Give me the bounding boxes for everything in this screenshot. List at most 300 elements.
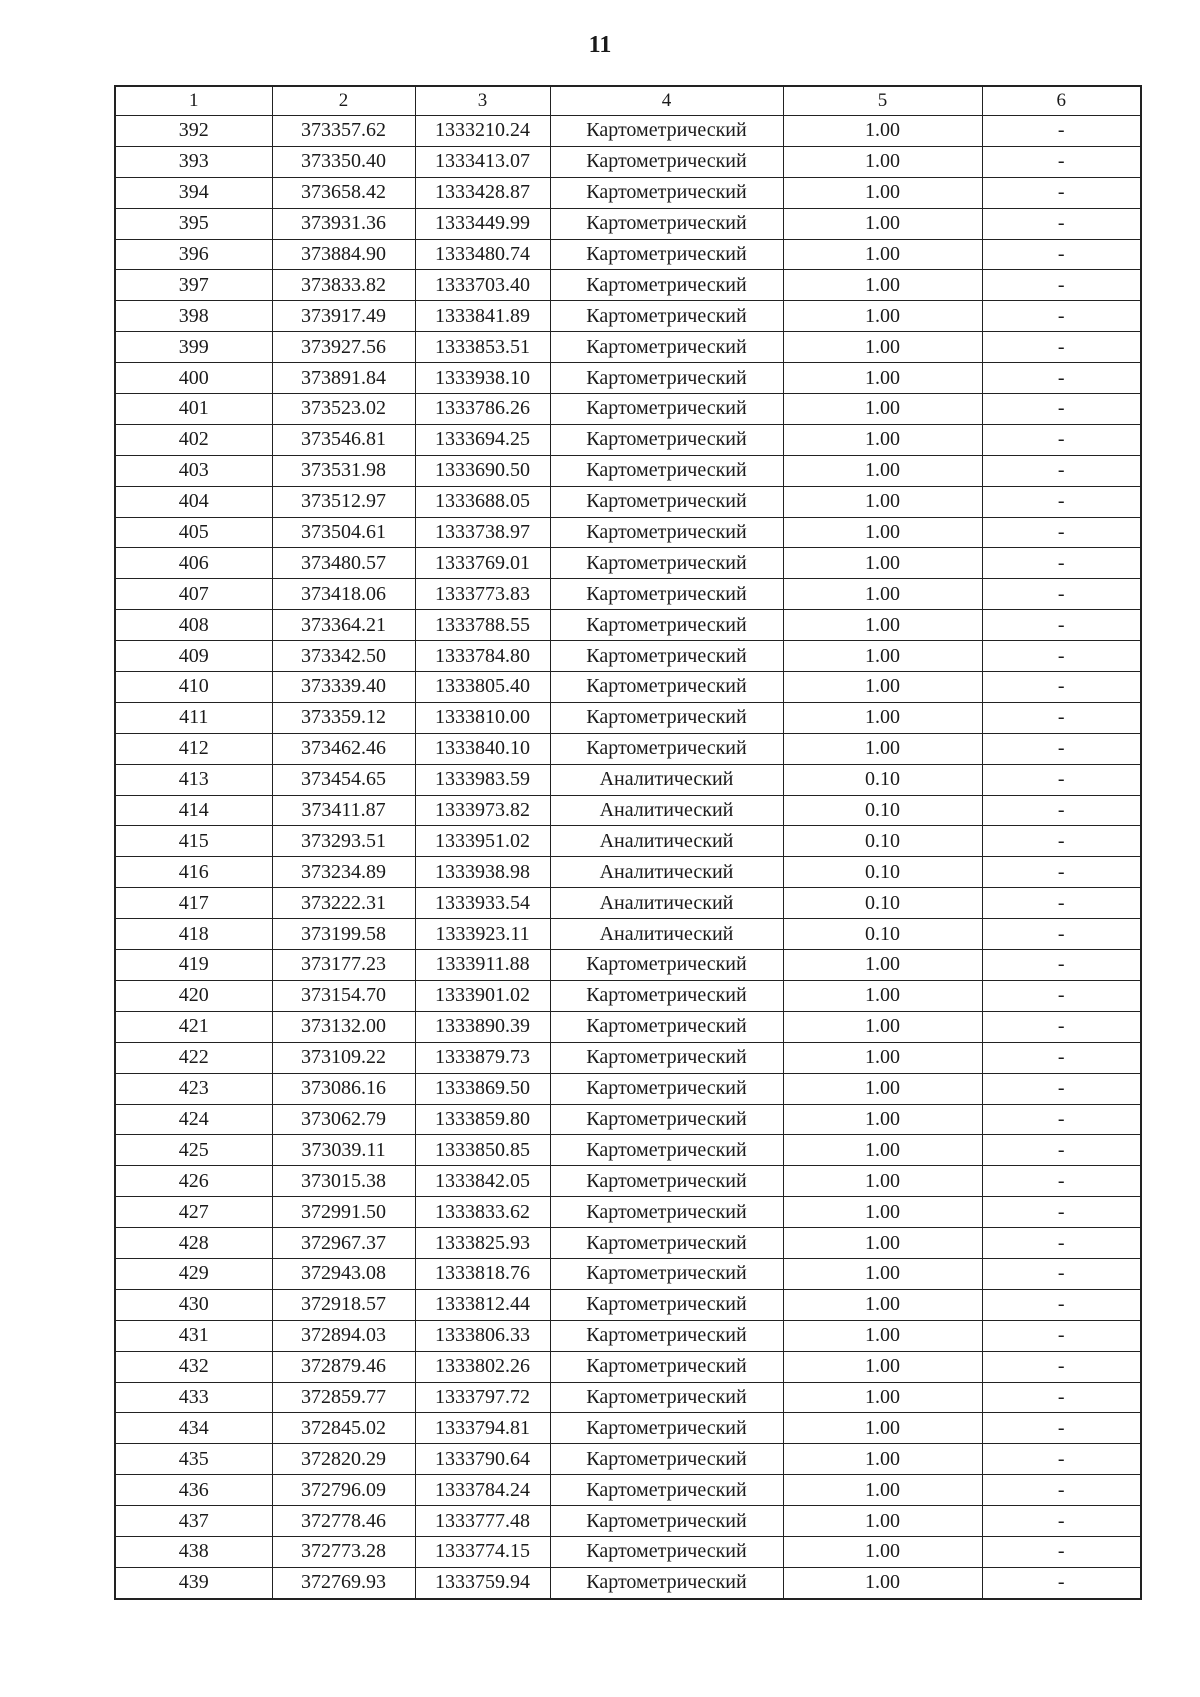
- point-number-cell: 423: [115, 1073, 272, 1104]
- x-coordinate-cell: 373359.12: [272, 702, 415, 733]
- table-row: [115, 363, 1141, 394]
- method-cell: Картометрический: [550, 1166, 783, 1197]
- x-coordinate-cell: 373339.40: [272, 672, 415, 703]
- method-cell: Картометрический: [550, 1475, 783, 1506]
- accuracy-cell: 1.00: [783, 1444, 982, 1475]
- y-coordinate-cell: 1333859.80: [415, 1104, 550, 1135]
- method-cell: Картометрический: [550, 363, 783, 394]
- y-coordinate-cell: 1333794.81: [415, 1413, 550, 1444]
- accuracy-cell: 0.10: [783, 826, 982, 857]
- table-row: [115, 424, 1141, 455]
- x-coordinate-cell: 373931.36: [272, 208, 415, 239]
- table-row: [115, 795, 1141, 826]
- point-number-cell: 416: [115, 857, 272, 888]
- x-coordinate-cell: 372894.03: [272, 1320, 415, 1351]
- point-number-cell: 402: [115, 424, 272, 455]
- method-cell: Картометрический: [550, 424, 783, 455]
- header-cell-2: 2: [272, 86, 415, 116]
- table-row: [115, 1289, 1141, 1320]
- point-number-cell: 430: [115, 1289, 272, 1320]
- accuracy-cell: 1.00: [783, 702, 982, 733]
- y-coordinate-cell: 1333738.97: [415, 517, 550, 548]
- y-coordinate-cell: 1333690.50: [415, 455, 550, 486]
- note-cell: -: [982, 1135, 1141, 1166]
- method-cell: Картометрический: [550, 1042, 783, 1073]
- accuracy-cell: 0.10: [783, 919, 982, 950]
- method-cell: Аналитический: [550, 888, 783, 919]
- table-row: [115, 455, 1141, 486]
- y-coordinate-cell: 1333790.64: [415, 1444, 550, 1475]
- x-coordinate-cell: 373293.51: [272, 826, 415, 857]
- accuracy-cell: 1.00: [783, 517, 982, 548]
- note-cell: -: [982, 424, 1141, 455]
- header-cell-6: 6: [982, 86, 1141, 116]
- accuracy-cell: 1.00: [783, 548, 982, 579]
- y-coordinate-cell: 1333480.74: [415, 239, 550, 270]
- point-number-cell: 436: [115, 1475, 272, 1506]
- accuracy-cell: 1.00: [783, 394, 982, 425]
- table-row: [115, 239, 1141, 270]
- accuracy-cell: 1.00: [783, 146, 982, 177]
- y-coordinate-cell: 1333769.01: [415, 548, 550, 579]
- table-row: [115, 116, 1141, 147]
- method-cell: Картометрический: [550, 1351, 783, 1382]
- accuracy-cell: 1.00: [783, 1135, 982, 1166]
- point-number-cell: 438: [115, 1536, 272, 1567]
- y-coordinate-cell: 1333879.73: [415, 1042, 550, 1073]
- point-number-cell: 428: [115, 1228, 272, 1259]
- header-row: [115, 86, 1141, 116]
- note-cell: -: [982, 363, 1141, 394]
- accuracy-cell: 1.00: [783, 1320, 982, 1351]
- accuracy-cell: 1.00: [783, 1011, 982, 1042]
- note-cell: -: [982, 455, 1141, 486]
- point-number-cell: 397: [115, 270, 272, 301]
- x-coordinate-cell: 373411.87: [272, 795, 415, 826]
- x-coordinate-cell: 373833.82: [272, 270, 415, 301]
- x-coordinate-cell: 373891.84: [272, 363, 415, 394]
- method-cell: Картометрический: [550, 1197, 783, 1228]
- point-number-cell: 396: [115, 239, 272, 270]
- table-row: [115, 1567, 1141, 1598]
- x-coordinate-cell: 372991.50: [272, 1197, 415, 1228]
- header-cell-1: 1: [115, 86, 272, 116]
- point-number-cell: 425: [115, 1135, 272, 1166]
- note-cell: -: [982, 641, 1141, 672]
- accuracy-cell: 1.00: [783, 733, 982, 764]
- x-coordinate-cell: 372769.93: [272, 1567, 415, 1598]
- accuracy-cell: 1.00: [783, 486, 982, 517]
- y-coordinate-cell: 1333841.89: [415, 301, 550, 332]
- y-coordinate-cell: 1333449.99: [415, 208, 550, 239]
- note-cell: -: [982, 394, 1141, 425]
- y-coordinate-cell: 1333911.88: [415, 950, 550, 981]
- accuracy-cell: 1.00: [783, 980, 982, 1011]
- note-cell: -: [982, 270, 1141, 301]
- method-cell: Картометрический: [550, 1011, 783, 1042]
- table-row: [115, 672, 1141, 703]
- table-row: [115, 270, 1141, 301]
- table-row: [115, 610, 1141, 641]
- method-cell: Картометрический: [550, 1382, 783, 1413]
- method-cell: Картометрический: [550, 1536, 783, 1567]
- method-cell: Аналитический: [550, 919, 783, 950]
- accuracy-cell: 1.00: [783, 1289, 982, 1320]
- header-cell-3: 3: [415, 86, 550, 116]
- x-coordinate-cell: 372773.28: [272, 1536, 415, 1567]
- x-coordinate-cell: 373015.38: [272, 1166, 415, 1197]
- table-row: [115, 857, 1141, 888]
- note-cell: -: [982, 857, 1141, 888]
- method-cell: Аналитический: [550, 857, 783, 888]
- accuracy-cell: 1.00: [783, 1228, 982, 1259]
- table-row: [115, 888, 1141, 919]
- point-number-cell: 422: [115, 1042, 272, 1073]
- y-coordinate-cell: 1333951.02: [415, 826, 550, 857]
- y-coordinate-cell: 1333428.87: [415, 177, 550, 208]
- note-cell: -: [982, 1567, 1141, 1598]
- note-cell: -: [982, 919, 1141, 950]
- method-cell: Картометрический: [550, 733, 783, 764]
- note-cell: -: [982, 1073, 1141, 1104]
- x-coordinate-cell: 373504.61: [272, 517, 415, 548]
- table-row: [115, 1197, 1141, 1228]
- note-cell: -: [982, 733, 1141, 764]
- accuracy-cell: 1.00: [783, 641, 982, 672]
- point-number-cell: 431: [115, 1320, 272, 1351]
- method-cell: Аналитический: [550, 795, 783, 826]
- table-row: [115, 1258, 1141, 1289]
- note-cell: -: [982, 1104, 1141, 1135]
- point-number-cell: 392: [115, 116, 272, 147]
- y-coordinate-cell: 1333786.26: [415, 394, 550, 425]
- accuracy-cell: 0.10: [783, 857, 982, 888]
- method-cell: Картометрический: [550, 672, 783, 703]
- accuracy-cell: 1.00: [783, 672, 982, 703]
- point-number-cell: 433: [115, 1382, 272, 1413]
- y-coordinate-cell: 1333842.05: [415, 1166, 550, 1197]
- table-row: [115, 1506, 1141, 1537]
- point-number-cell: 410: [115, 672, 272, 703]
- x-coordinate-cell: 373884.90: [272, 239, 415, 270]
- method-cell: Картометрический: [550, 641, 783, 672]
- y-coordinate-cell: 1333788.55: [415, 610, 550, 641]
- x-coordinate-cell: 373132.00: [272, 1011, 415, 1042]
- method-cell: Картометрический: [550, 980, 783, 1011]
- y-coordinate-cell: 1333983.59: [415, 764, 550, 795]
- x-coordinate-cell: 372879.46: [272, 1351, 415, 1382]
- x-coordinate-cell: 373154.70: [272, 980, 415, 1011]
- table-row: [115, 764, 1141, 795]
- table-row: [115, 517, 1141, 548]
- method-cell: Картометрический: [550, 1289, 783, 1320]
- note-cell: -: [982, 1258, 1141, 1289]
- point-number-cell: 415: [115, 826, 272, 857]
- point-number-cell: 413: [115, 764, 272, 795]
- note-cell: -: [982, 826, 1141, 857]
- method-cell: Картометрический: [550, 1413, 783, 1444]
- x-coordinate-cell: 372820.29: [272, 1444, 415, 1475]
- note-cell: -: [982, 301, 1141, 332]
- accuracy-cell: 1.00: [783, 1073, 982, 1104]
- table-body: [115, 116, 1141, 1599]
- x-coordinate-cell: 373462.46: [272, 733, 415, 764]
- note-cell: -: [982, 517, 1141, 548]
- table-row: [115, 332, 1141, 363]
- accuracy-cell: 1.00: [783, 270, 982, 301]
- point-number-cell: 408: [115, 610, 272, 641]
- y-coordinate-cell: 1333759.94: [415, 1567, 550, 1598]
- y-coordinate-cell: 1333938.98: [415, 857, 550, 888]
- method-cell: Картометрический: [550, 1228, 783, 1259]
- method-cell: Картометрический: [550, 455, 783, 486]
- y-coordinate-cell: 1333938.10: [415, 363, 550, 394]
- x-coordinate-cell: 373512.97: [272, 486, 415, 517]
- point-number-cell: 394: [115, 177, 272, 208]
- x-coordinate-cell: 373177.23: [272, 950, 415, 981]
- point-number-cell: 395: [115, 208, 272, 239]
- table-row: [115, 486, 1141, 517]
- table-row: [115, 733, 1141, 764]
- accuracy-cell: 0.10: [783, 764, 982, 795]
- y-coordinate-cell: 1333812.44: [415, 1289, 550, 1320]
- x-coordinate-cell: 373418.06: [272, 579, 415, 610]
- note-cell: -: [982, 1382, 1141, 1413]
- x-coordinate-cell: 373454.65: [272, 764, 415, 795]
- method-cell: Картометрический: [550, 1258, 783, 1289]
- y-coordinate-cell: 1333933.54: [415, 888, 550, 919]
- y-coordinate-cell: 1333840.10: [415, 733, 550, 764]
- method-cell: Картометрический: [550, 239, 783, 270]
- point-number-cell: 401: [115, 394, 272, 425]
- y-coordinate-cell: 1333810.00: [415, 702, 550, 733]
- table-row: [115, 177, 1141, 208]
- point-number-cell: 437: [115, 1506, 272, 1537]
- table-row: [115, 919, 1141, 950]
- x-coordinate-cell: 373062.79: [272, 1104, 415, 1135]
- x-coordinate-cell: 373234.89: [272, 857, 415, 888]
- method-cell: Картометрический: [550, 1320, 783, 1351]
- table-row: [115, 146, 1141, 177]
- accuracy-cell: 1.00: [783, 332, 982, 363]
- note-cell: -: [982, 980, 1141, 1011]
- note-cell: -: [982, 888, 1141, 919]
- x-coordinate-cell: 373342.50: [272, 641, 415, 672]
- note-cell: -: [982, 764, 1141, 795]
- point-number-cell: 393: [115, 146, 272, 177]
- method-cell: Картометрический: [550, 486, 783, 517]
- note-cell: -: [982, 579, 1141, 610]
- accuracy-cell: 1.00: [783, 239, 982, 270]
- y-coordinate-cell: 1333901.02: [415, 980, 550, 1011]
- x-coordinate-cell: 373357.62: [272, 116, 415, 147]
- x-coordinate-cell: 372845.02: [272, 1413, 415, 1444]
- method-cell: Картометрический: [550, 301, 783, 332]
- accuracy-cell: 1.00: [783, 363, 982, 394]
- x-coordinate-cell: 373086.16: [272, 1073, 415, 1104]
- accuracy-cell: 1.00: [783, 1475, 982, 1506]
- table-row: [115, 1135, 1141, 1166]
- accuracy-cell: 1.00: [783, 1166, 982, 1197]
- table-row: [115, 1042, 1141, 1073]
- point-number-cell: 435: [115, 1444, 272, 1475]
- accuracy-cell: 1.00: [783, 1042, 982, 1073]
- method-cell: Картометрический: [550, 950, 783, 981]
- x-coordinate-cell: 373531.98: [272, 455, 415, 486]
- point-number-cell: 403: [115, 455, 272, 486]
- note-cell: -: [982, 239, 1141, 270]
- method-cell: Картометрический: [550, 579, 783, 610]
- method-cell: Картометрический: [550, 116, 783, 147]
- note-cell: -: [982, 177, 1141, 208]
- note-cell: -: [982, 1042, 1141, 1073]
- method-cell: Картометрический: [550, 1104, 783, 1135]
- method-cell: Картометрический: [550, 1506, 783, 1537]
- accuracy-cell: 0.10: [783, 888, 982, 919]
- y-coordinate-cell: 1333806.33: [415, 1320, 550, 1351]
- method-cell: Картометрический: [550, 702, 783, 733]
- note-cell: -: [982, 950, 1141, 981]
- y-coordinate-cell: 1333784.80: [415, 641, 550, 672]
- method-cell: Картометрический: [550, 610, 783, 641]
- method-cell: Картометрический: [550, 1073, 783, 1104]
- point-number-cell: 429: [115, 1258, 272, 1289]
- y-coordinate-cell: 1333869.50: [415, 1073, 550, 1104]
- table-row: [115, 826, 1141, 857]
- x-coordinate-cell: 373039.11: [272, 1135, 415, 1166]
- x-coordinate-cell: 373199.58: [272, 919, 415, 950]
- point-number-cell: 427: [115, 1197, 272, 1228]
- table-row: [115, 1011, 1141, 1042]
- note-cell: -: [982, 1197, 1141, 1228]
- x-coordinate-cell: 373927.56: [272, 332, 415, 363]
- point-number-cell: 418: [115, 919, 272, 950]
- page-number: 11: [588, 32, 612, 58]
- x-coordinate-cell: 373523.02: [272, 394, 415, 425]
- table-row: [115, 208, 1141, 239]
- y-coordinate-cell: 1333797.72: [415, 1382, 550, 1413]
- note-cell: -: [982, 1444, 1141, 1475]
- x-coordinate-cell: 373480.57: [272, 548, 415, 579]
- table-row: [115, 1351, 1141, 1382]
- method-cell: Картометрический: [550, 517, 783, 548]
- coordinates-table: [114, 85, 1142, 1600]
- accuracy-cell: 1.00: [783, 1197, 982, 1228]
- y-coordinate-cell: 1333774.15: [415, 1536, 550, 1567]
- y-coordinate-cell: 1333688.05: [415, 486, 550, 517]
- header-cell-4: 4: [550, 86, 783, 116]
- note-cell: -: [982, 146, 1141, 177]
- y-coordinate-cell: 1333833.62: [415, 1197, 550, 1228]
- table-row: [115, 1413, 1141, 1444]
- point-number-cell: 424: [115, 1104, 272, 1135]
- x-coordinate-cell: 372967.37: [272, 1228, 415, 1259]
- y-coordinate-cell: 1333818.76: [415, 1258, 550, 1289]
- x-coordinate-cell: 373109.22: [272, 1042, 415, 1073]
- table-row: [115, 301, 1141, 332]
- method-cell: Картометрический: [550, 177, 783, 208]
- note-cell: -: [982, 1011, 1141, 1042]
- method-cell: Картометрический: [550, 208, 783, 239]
- method-cell: Картометрический: [550, 332, 783, 363]
- point-number-cell: 419: [115, 950, 272, 981]
- y-coordinate-cell: 1333825.93: [415, 1228, 550, 1259]
- accuracy-cell: 1.00: [783, 116, 982, 147]
- x-coordinate-cell: 373917.49: [272, 301, 415, 332]
- note-cell: -: [982, 1289, 1141, 1320]
- point-number-cell: 439: [115, 1567, 272, 1598]
- accuracy-cell: 1.00: [783, 208, 982, 239]
- accuracy-cell: 1.00: [783, 1351, 982, 1382]
- note-cell: -: [982, 332, 1141, 363]
- x-coordinate-cell: 372943.08: [272, 1258, 415, 1289]
- note-cell: -: [982, 1506, 1141, 1537]
- method-cell: Картометрический: [550, 1135, 783, 1166]
- point-number-cell: 406: [115, 548, 272, 579]
- point-number-cell: 405: [115, 517, 272, 548]
- point-number-cell: 432: [115, 1351, 272, 1382]
- y-coordinate-cell: 1333802.26: [415, 1351, 550, 1382]
- method-cell: Картометрический: [550, 1567, 783, 1598]
- point-number-cell: 426: [115, 1166, 272, 1197]
- method-cell: Картометрический: [550, 394, 783, 425]
- x-coordinate-cell: 373658.42: [272, 177, 415, 208]
- table-row: [115, 579, 1141, 610]
- y-coordinate-cell: 1333703.40: [415, 270, 550, 301]
- method-cell: Аналитический: [550, 826, 783, 857]
- accuracy-cell: 1.00: [783, 1413, 982, 1444]
- accuracy-cell: 1.00: [783, 455, 982, 486]
- y-coordinate-cell: 1333210.24: [415, 116, 550, 147]
- note-cell: -: [982, 548, 1141, 579]
- method-cell: Картометрический: [550, 146, 783, 177]
- method-cell: Картометрический: [550, 1444, 783, 1475]
- note-cell: -: [982, 1536, 1141, 1567]
- x-coordinate-cell: 372796.09: [272, 1475, 415, 1506]
- point-number-cell: 417: [115, 888, 272, 919]
- accuracy-cell: 1.00: [783, 1536, 982, 1567]
- accuracy-cell: 1.00: [783, 579, 982, 610]
- y-coordinate-cell: 1333773.83: [415, 579, 550, 610]
- table-row: [115, 1444, 1141, 1475]
- y-coordinate-cell: 1333694.25: [415, 424, 550, 455]
- table-row: [115, 1166, 1141, 1197]
- point-number-cell: 399: [115, 332, 272, 363]
- point-number-cell: 409: [115, 641, 272, 672]
- accuracy-cell: 0.10: [783, 795, 982, 826]
- note-cell: -: [982, 1166, 1141, 1197]
- method-cell: Картометрический: [550, 270, 783, 301]
- table-row: [115, 1382, 1141, 1413]
- accuracy-cell: 1.00: [783, 1382, 982, 1413]
- header-cell-5: 5: [783, 86, 982, 116]
- point-number-cell: 398: [115, 301, 272, 332]
- point-number-cell: 400: [115, 363, 272, 394]
- point-number-cell: 412: [115, 733, 272, 764]
- x-coordinate-cell: 373222.31: [272, 888, 415, 919]
- method-cell: Аналитический: [550, 764, 783, 795]
- table-row: [115, 980, 1141, 1011]
- accuracy-cell: 1.00: [783, 1104, 982, 1135]
- point-number-cell: 434: [115, 1413, 272, 1444]
- table-header: [115, 86, 1141, 116]
- table-row: [115, 548, 1141, 579]
- y-coordinate-cell: 1333850.85: [415, 1135, 550, 1166]
- method-cell: Картометрический: [550, 548, 783, 579]
- accuracy-cell: 1.00: [783, 950, 982, 981]
- table-row: [115, 1536, 1141, 1567]
- note-cell: -: [982, 1228, 1141, 1259]
